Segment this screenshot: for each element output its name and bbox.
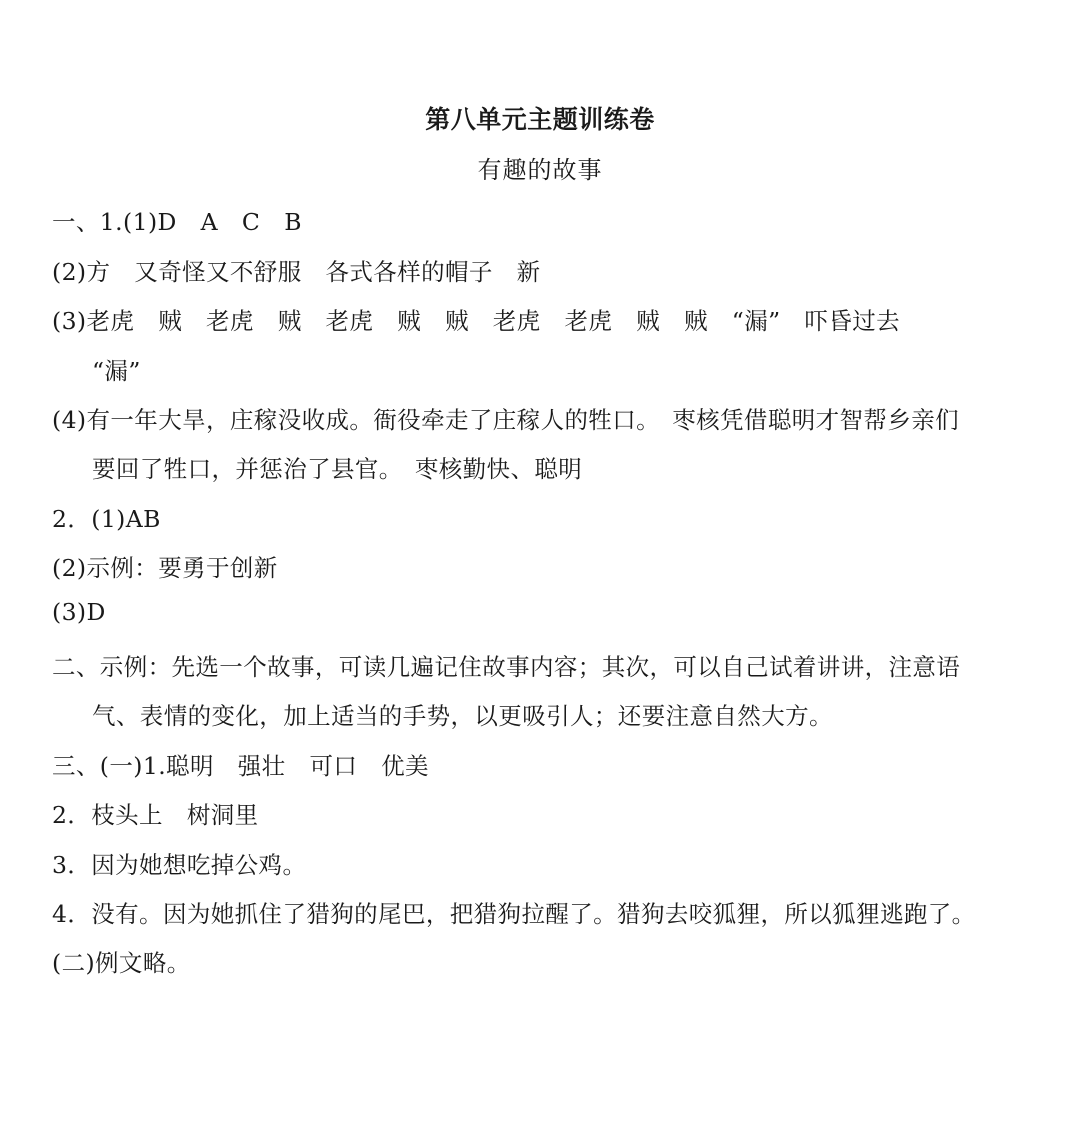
answer-line-5: 2．(1)AB xyxy=(52,505,161,533)
answer-line-7: (3)D xyxy=(52,598,106,626)
answer-line-12: 4．没有。因为她抓住了猎狗的尾巴，把猎狗拉醒了。猎狗去咬狐狸，所以狐狸逃跑了。 xyxy=(52,900,976,928)
answer-line-4-continued: 要回了牲口，并惩治了县官。 枣核勤快、聪明 xyxy=(92,455,583,483)
answer-line-11: 3．因为她想吃掉公鸡。 xyxy=(52,851,307,879)
answer-line-10: 2．枝头上 树洞里 xyxy=(52,801,259,829)
answer-line-9: 三、(一)1.聪明 强壮 可口 优美 xyxy=(52,752,429,780)
answer-line-1: 一、1.(1)D A C B xyxy=(52,208,302,236)
document-title: 第八单元主题训练卷 xyxy=(425,105,655,134)
answer-line-2: (2)方 又奇怪又不舒服 各式各样的帽子 新 xyxy=(52,258,541,286)
answer-line-8: 二、示例：先选一个故事，可读几遍记住故事内容；其次，可以自己试着讲讲，注意语 xyxy=(52,653,961,681)
answer-line-13: (二)例文略。 xyxy=(52,949,191,977)
answer-line-3-continued: “漏” xyxy=(92,357,141,385)
answer-line-3: (3)老虎 贼 老虎 贼 老虎 贼 贼 老虎 老虎 贼 贼 “漏” 吓昏过去 xyxy=(52,307,901,335)
answer-line-8-continued: 气、表情的变化，加上适当的手势，以更吸引人；还要注意自然大方。 xyxy=(92,702,833,730)
document-subtitle: 有趣的故事 xyxy=(477,156,603,184)
answer-line-6: (2)示例：要勇于创新 xyxy=(52,554,278,582)
answer-line-4: (4)有一年大旱，庄稼没收成。衙役牵走了庄稼人的牲口。 枣核凭借聪明才智帮乡亲们 xyxy=(52,406,960,434)
